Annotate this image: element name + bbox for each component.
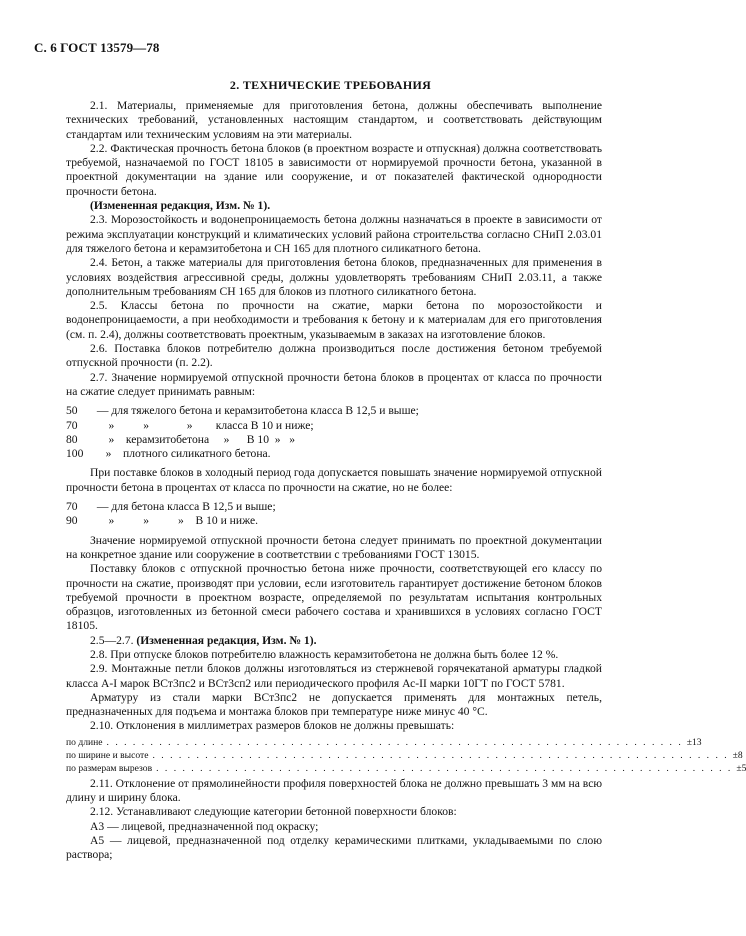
paragraph-2-5: 2.5. Классы бетона по прочности на сжатие, марки бетона по морозостойкости и водонепроницаемости, а при необходимости и требования к бетону и к материалам для его приготовления (см. п. 2.4), должны соответствовать проектным, указываемым в заказах на изготовление блоков. [66,299,602,341]
paragraph-2-6: 2.6. Поставка блоков потребителю должна производиться после достижения бетоном требуемой отпускной прочности (п. 2.2). [66,342,602,370]
strength-list [66,404,602,461]
list-item-number: 50 [66,404,78,418]
list-item-number: 80 [66,432,78,446]
list-item-number: 100 [66,447,84,461]
tolerance-label: по ширине и высоте [66,749,149,761]
amendment-note [66,199,602,213]
tolerance-label: по размерам вырезов [66,762,153,774]
tolerance-label: по длине [66,736,103,748]
paragraph-2-2: 2.2. Фактическая прочность бетона блоков (в проектном возрасте и отпускная) должна соответствовать требуемой, назначаемой по ГОСТ 18105 в зависимости от нормируемой прочности бетона, указанной в проектной документации на здание или сооружение, и от показателей фактической однородности прочности бетона. [66,141,602,198]
tolerance-list [66,736,746,775]
list-item [66,500,602,514]
list-item-text: — для бетона класса В 12,5 и выше; [94,500,276,514]
list-item-number: 70 [66,418,78,432]
paragraph-2-10: 2.10. Отклонения в миллиметрах размеров блоков не должны превышать: [90,719,455,733]
paragraph-lower-strength: Поставку блоков с отпускной прочностью бетона ниже прочности, соответствующей его классу по прочности на сжатие, производят при условии, если изготовитель гарантирует достижение бетоном блоков требуемой прочности в проектном возрасте, определяемой по результатам испытания контрольных образцов, изготовленных из бетонной смеси рабочего состава и хранившихся в условиях согласно ГОСТ 18105. [66,562,602,633]
list-item-text: — для тяжелого бетона и керамзитобетона класса В 12,5 и выше; [94,404,419,418]
paragraph-project-value: Значение нормируемой отпускной прочности бетона следует принимать по проектной документации на конкретное здание или сооружение в соответствии с требованиями ГОСТ 13015. [66,533,602,561]
list-item-text: » плотного силикатного бетона. [94,447,271,461]
paragraph-2-1: 2.1. Материалы, применяемые для приготовления бетона, должны обеспечивать выполнение технических требований, установленных настоящим стандартом, и соответствовать действующим стандартам или техническим условиям на эти материалы. [66,99,602,141]
tolerance-value: ±8 [732,749,743,761]
list-item-text: » » » В 10 и ниже. [94,514,258,528]
list-item [66,514,602,528]
amendment-note-2-text: (Измененная редакция, Изм. № 1). [136,633,317,647]
tolerance-row: по длине . . . . . . . . . . . . . . . . . . . . . . . . . . . . . . . . . . . . . . . . . . . . . . . . . . . . . . . . . . . . . . . . . . ±13 [66,736,702,748]
paragraph-a3: А3 — лицевой, предназначенной под окраску; [90,819,319,833]
paragraph-winter: При поставке блоков в холодный период года допускается повышать значение нормируемой отпускной прочности бетона в процентах от класса по прочности на сжатие, но не более: [66,466,602,494]
amendment-note-text: (Измененная редакция, Изм. № 1). [90,199,271,213]
list-item [66,404,602,418]
paragraph-2-3: 2.3. Морозостойкость и водонепроницаемость бетона должны назначаться в проекте в зависимости от режима эксплуатации конструкций и климатических условий района строительства согласно СНиП 2.03.01 для тяжелого бетона и керамзитобетона и СН 165 для плотного силикатного бетона. [66,213,602,255]
tolerance-row: по размерам вырезов . . . . . . . . . . . . . . . . . . . . . . . . . . . . . . . . . . . . . . . . . . . . . . . . . . . . . . . . . . . . . . . . . . ±5 [66,762,746,774]
page-header: С. 6 ГОСТ 13579—78 [34,40,160,55]
amendment-range: 2.5—2.7. [90,633,137,647]
paragraph-2-9: 2.9. Монтажные петли блоков должны изготовляться из стержневой горячекатаной арматуры гладкой класса А-I марок ВСт3пс2 и ВСт3сп2 или периодического профиля Ас-II марки 10ГТ по ГОСТ 5781. [66,662,602,690]
tolerance-value: ±5 [736,762,746,774]
paragraph-2-4: 2.4. Бетон, а также материалы для приготовления бетона блоков, предназначенных для применения в условиях воздействия агрессивной среды, должны удовлетворять требованиям СНиП 2.03.11, а также дополнительным требованиям СН 165 для блоков из плотного силикатного бетона. [66,256,602,298]
paragraph-a5: А5 — лицевой, предназначенной под отделку керамическими плитками, укладываемыми по слою раствора; [66,833,602,862]
winter-list [66,500,602,529]
paragraph-2-7: 2.7. Значение нормируемой отпускной прочности бетона блоков в процентах от класса по прочности на сжатие следует принимать равным: [66,370,602,398]
list-item-text: » керамзитобетона » В 10 » » [94,432,296,446]
list-item [66,447,602,461]
paragraph-rebar: Арматуру из стали марки ВСт3пс2 не допускается применять для монтажных петель, предназначенных для подъема и монтажа блоков при температуре ниже минус 40 °С. [66,690,602,719]
list-item [66,433,602,447]
list-item-number: 70 [66,500,78,514]
list-item-text: » » » класса В 10 и ниже; [94,418,314,432]
paragraph-2-12: 2.12. Устанавливают следующие категории бетонной поверхности блоков: [90,805,457,819]
document-body [66,99,746,863]
paragraph-2-8: 2.8. При отпуске блоков потребителю влажность керамзитобетона не должна быть более 12 %. [90,647,559,661]
amendment-note-2 [66,634,602,648]
section-title: 2. ТЕХНИЧЕСКИЕ ТРЕБОВАНИЯ [229,78,432,92]
tolerance-row: по ширине и высоте . . . . . . . . . . . . . . . . . . . . . . . . . . . . . . . . . . . . . . . . . . . . . . . . . . . . . . . . . . . . . . . . . . ±8 [66,749,743,761]
list-item-number: 90 [66,514,78,528]
list-item [66,419,602,433]
tolerance-value: ±13 [686,736,702,748]
paragraph-2-11: 2.11. Отклонение от прямолинейности профиля поверхностей блока не должно превышать 3 мм на всю длину и ширину блока. [66,776,602,805]
